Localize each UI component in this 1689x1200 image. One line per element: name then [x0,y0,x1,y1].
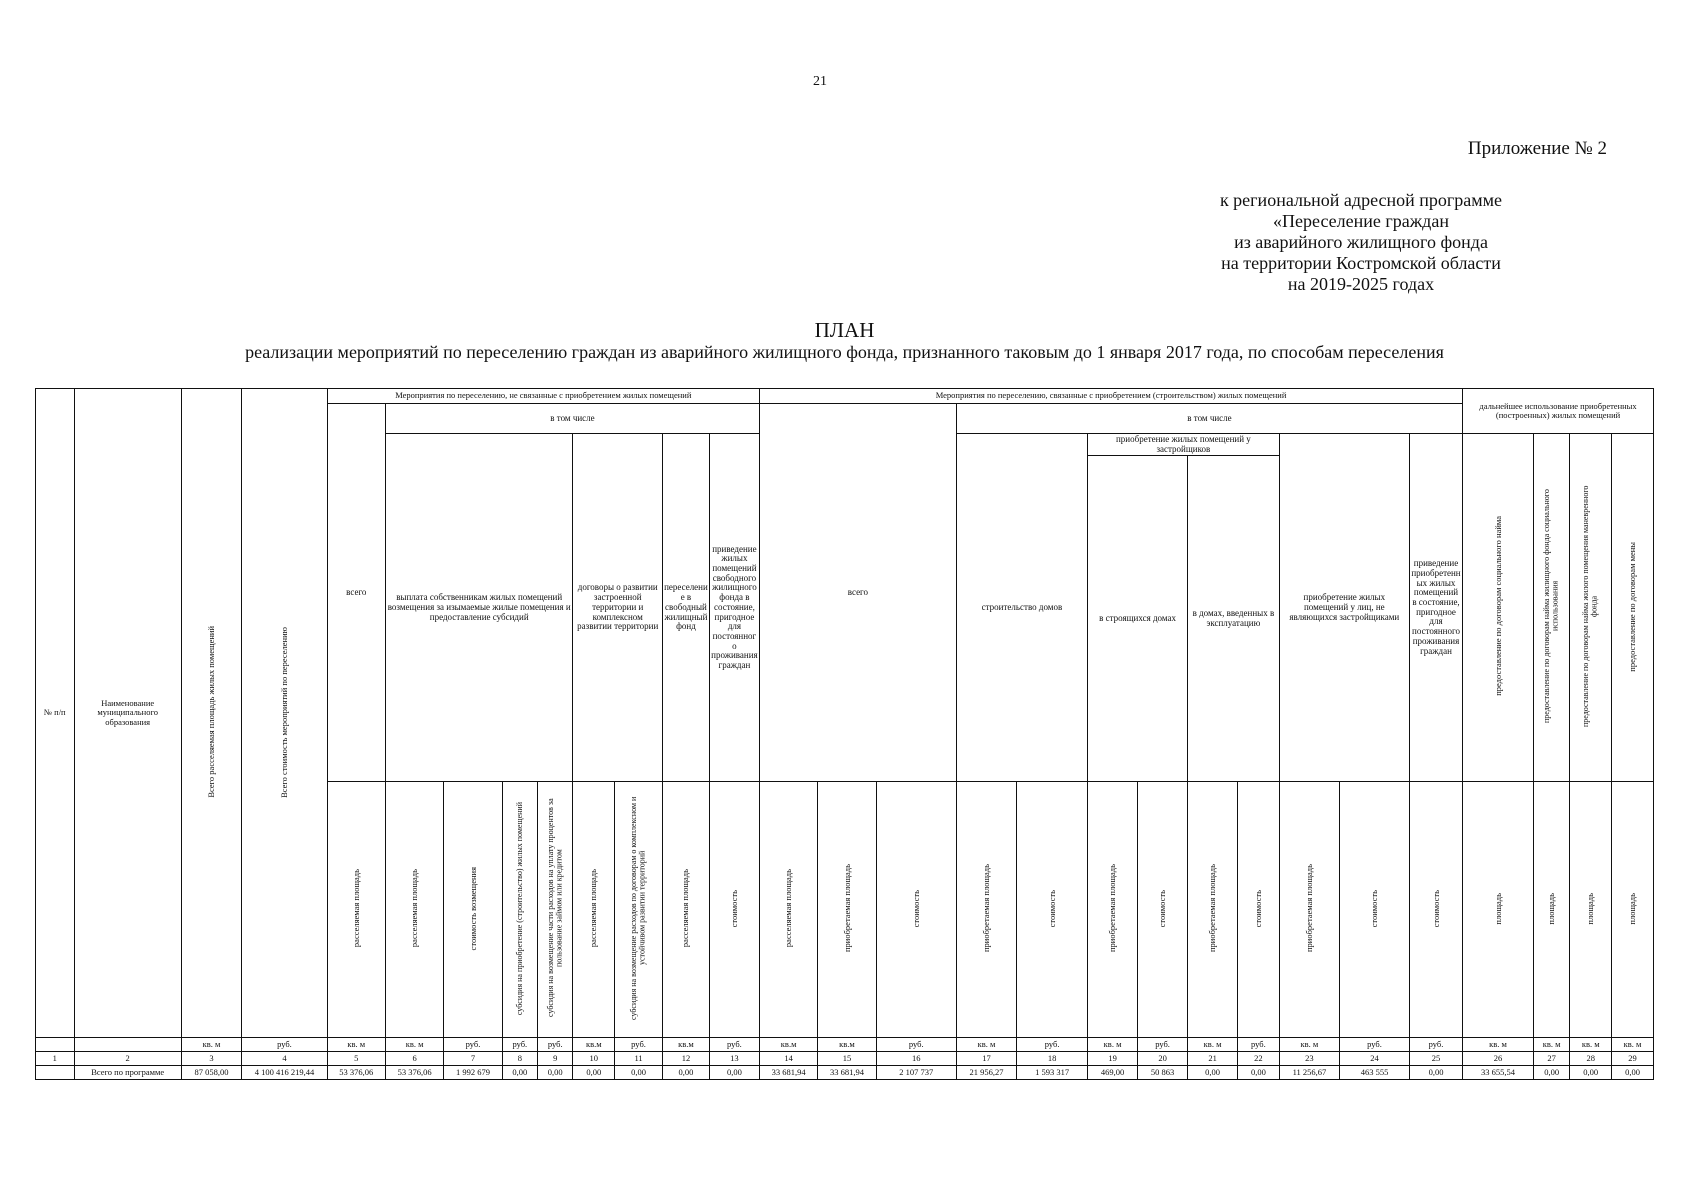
header-under-construction: в строящихся домах [1088,456,1188,782]
total-cell: 0,00 [538,1066,573,1080]
subheader-col-16 [876,782,956,1038]
column-number: 14 [759,1052,817,1066]
subheader-col-24-text: стоимость [1369,889,1380,928]
unit-cell: кв. м [1279,1038,1339,1052]
column-number: 26 [1463,1052,1534,1066]
plan-subtitle: реализации мероприятий по переселению граждан из аварийного жилищного фонда, признанного таковым до 1 января 2017 года, по способам переселения [245,342,1444,362]
column-number: 12 [663,1052,710,1066]
total-cell: 1 593 317 [1017,1066,1088,1080]
subheader-col-12 [663,782,710,1038]
subheader-col-22 [1238,782,1280,1038]
header-group-c: дальнейшее использование приобретенных (построенных) жилых помещений [1463,389,1654,434]
appendix-line: к региональной адресной программе [1219,190,1503,210]
subheader-col-26-text: площадь [1492,892,1503,925]
subheader-col-15-text: приобретаемая площадь [841,864,852,953]
subheader-col-5 [327,782,385,1038]
subheader-col-21-text: приобретаемая площадь [1207,864,1218,953]
header-social-hire-text: предоставление по договорам социального найма [1492,516,1503,697]
unit-cell [36,1038,75,1052]
total-cell: 1 992 679 [444,1066,502,1080]
column-number: 5 [327,1052,385,1066]
appendix-line: из аварийного жилищного фонда [1234,232,1488,252]
subheader-col-13 [709,782,759,1038]
column-number: 6 [385,1052,443,1066]
header-total-area [181,389,241,1038]
total-cell: 0,00 [1238,1066,1280,1080]
column-number: 19 [1088,1052,1138,1066]
subheader-col-21 [1188,782,1238,1038]
header-acq-developers: приобретение жилых помещений у застройщиков [1088,434,1280,456]
column-number: 21 [1188,1052,1238,1066]
header-name: Наименование муниципального образования [74,389,181,1038]
appendix-line: на 2019-2025 годах [1287,274,1435,294]
header-b-including: в том числе [956,404,1462,434]
page-number: 21 [813,74,827,89]
unit-cell: руб. [538,1038,573,1052]
subheader-col-18-text: стоимость [1046,889,1057,928]
total-cell: 33 681,94 [759,1066,817,1080]
unit-cell: кв. м [1533,1038,1569,1052]
header-num: № п/п [36,389,75,1038]
header-b-total: всего [759,404,956,782]
total-cell: 33 681,94 [818,1066,876,1080]
column-number: 2 [74,1052,181,1066]
unit-cell: руб. [1138,1038,1188,1052]
unit-cell: кв.м [759,1038,817,1052]
header-free-fund: переселение в свободный жилищный фонд [663,434,710,782]
column-number: 16 [876,1052,956,1066]
subheader-col-27-text: площадь [1546,892,1557,925]
subheader-col-12-text: расселяемая площадь [680,869,691,948]
header-total-cost [242,389,327,1038]
header-exchange [1612,434,1654,782]
unit-cell: кв. м [1088,1038,1138,1052]
column-number: 11 [615,1052,663,1066]
total-row [36,1066,1654,1080]
unit-cell: руб. [502,1038,537,1052]
subheader-col-14-text: расселяемая площадь [783,869,794,948]
unit-cell: руб. [1409,1038,1462,1052]
subheader-col-22-text: стоимость [1252,889,1263,928]
total-cell: 469,00 [1088,1066,1138,1080]
total-cell: 0,00 [615,1066,663,1080]
unit-cell: кв. м [385,1038,443,1052]
column-number: 3 [181,1052,241,1066]
header-commercial-text: предоставление по договорам найма жилого помещения маневренного фонда [1581,485,1599,728]
subheader-col-8 [502,782,537,1038]
total-cell: 11 256,67 [1279,1066,1339,1080]
unit-cell: руб. [615,1038,663,1052]
subheader-col-6-text: расселяемая площадь [409,869,420,948]
column-number: 13 [709,1052,759,1066]
unit-cell: руб. [242,1038,327,1052]
column-number: 25 [1409,1052,1462,1066]
unit-cell: кв. м [956,1038,1016,1052]
header-total-area-text: Всего расселяемая площадь жилых помещений [206,626,217,798]
total-cell: 2 107 737 [876,1066,956,1080]
column-number: 8 [502,1052,537,1066]
subheader-col-20 [1138,782,1188,1038]
unit-cell: кв. м [1612,1038,1654,1052]
column-number: 15 [818,1052,876,1066]
unit-cell: кв. м [181,1038,241,1052]
subheader-col-11 [615,782,663,1038]
column-number: 24 [1340,1052,1410,1066]
total-cell: 0,00 [1188,1066,1238,1080]
subheader-col-28-text: площадь [1585,892,1596,925]
header-bring-acq: приведение приобретенных жилых помещений в состояние, пригодное для постоянного проживания граждан [1409,434,1462,782]
header-group-a: Мероприятия по переселению, не связанные с приобретением жилых помещений [327,389,759,404]
total-label: Всего по программе [74,1066,181,1080]
subheader-col-20-text: стоимость [1157,889,1168,928]
unit-cell: кв.м [663,1038,710,1052]
unit-cell: кв.м [573,1038,615,1052]
subheader-col-5-text: расселяемая площадь [350,869,361,948]
column-number: 1 [36,1052,75,1066]
subheader-col-7 [444,782,502,1038]
total-cell: 0,00 [709,1066,759,1080]
unit-cell: кв. м [1570,1038,1612,1052]
subheader-col-24 [1340,782,1410,1038]
subheader-col-17-text: приобретаемая площадь [981,864,992,953]
header-a-total: всего [327,404,385,782]
total-cell: 53 376,06 [327,1066,385,1080]
subheader-col-28 [1570,782,1612,1038]
subheader-col-10-text: расселяемая площадь [588,869,599,948]
subheader-col-29-text: площадь [1627,892,1638,925]
subheader-col-9-text: субсидия на возмещение части расходов на уплату процентов за пользование займом или кредитом [545,799,564,1018]
total-cell: 87 058,00 [181,1066,241,1080]
header-specialized [1533,434,1569,782]
header-payout: выплата собственникам жилых помещений возмещения за изымаемые жилые помещения и предоставление субсидий [385,434,572,782]
header-specialized-text: предоставление по договорам найма жилищного фонда социального использования [1542,489,1560,724]
unit-cell: руб. [1017,1038,1088,1052]
column-number: 7 [444,1052,502,1066]
header-in-operation: в домах, введенных в эксплуатацию [1188,456,1280,782]
unit-cell [74,1038,181,1052]
appendix-line: «Переселение граждан [1273,211,1449,231]
appendix-subtitle [1151,190,1571,295]
appendix-line: на территории Костромской области [1221,253,1501,273]
header-total-cost-text: Всего стоимость мероприятий по переселению [278,626,289,798]
subheader-col-9 [538,782,573,1038]
total-cell: 0,00 [1570,1066,1612,1080]
subheader-col-23 [1279,782,1339,1038]
column-number: 17 [956,1052,1016,1066]
unit-cell: руб. [709,1038,759,1052]
subheader-col-27 [1533,782,1569,1038]
total-cell: 53 376,06 [385,1066,443,1080]
header-dev-contracts: договоры о развитии застроенной территории и комплексном развитии территории [573,434,663,782]
subheader-col-11-text: субсидия на возмещение расходов по договорам о комплексном и устойчивом развитии территорий [629,796,647,1021]
subheader-col-16-text: стоимость [910,889,921,928]
subheader-col-13-text: стоимость [728,889,739,928]
header-a-including: в том числе [385,404,759,434]
total-cell: 50 863 [1138,1066,1188,1080]
subheader-col-23-text: приобретаемая площадь [1303,864,1314,953]
total-cell: 463 555 [1340,1066,1410,1080]
total-cell: 0,00 [1533,1066,1569,1080]
header-acq-non-dev: приобретение жилых помещений у лиц, не являющихся застройщиками [1279,434,1409,782]
subheader-col-25-text: стоимость [1430,889,1441,928]
total-cell: 4 100 416 219,44 [242,1066,327,1080]
subheader-col-8-text: субсидия на приобретение (строительство) жилых помещений [514,801,524,1015]
header-bring-free: приведение жилых помещений свободного жилищного фонда в состояние, пригодное для постоянного проживания граждан [709,434,759,782]
plan-title: ПЛАН [814,318,875,342]
header-commercial [1570,434,1612,782]
subheader-col-6 [385,782,443,1038]
column-number: 27 [1533,1052,1569,1066]
unit-cell: кв. м [1188,1038,1238,1052]
subheader-col-19 [1088,782,1138,1038]
column-number: 28 [1570,1052,1612,1066]
unit-cell: кв. м [327,1038,385,1052]
header-exchange-text: предоставление по договорам мены [1627,541,1638,672]
total-cell: 0,00 [573,1066,615,1080]
column-number: 4 [242,1052,327,1066]
unit-cell: руб. [1238,1038,1280,1052]
subheader-col-18 [1017,782,1088,1038]
appendix-title: Приложение № 2 [1467,138,1607,159]
subheader-col-26 [1463,782,1534,1038]
subheader-col-17 [956,782,1016,1038]
header-social-hire [1463,434,1534,782]
unit-cell: кв.м [818,1038,876,1052]
subheader-col-25 [1409,782,1462,1038]
subheader-col-14 [759,782,817,1038]
total-cell: 0,00 [1409,1066,1462,1080]
column-numbers-row [36,1052,1654,1066]
unit-cell: руб. [1340,1038,1410,1052]
column-number: 23 [1279,1052,1339,1066]
resettlement-plan-table [35,388,1654,1080]
units-row [36,1038,1654,1052]
column-number: 18 [1017,1052,1088,1066]
header-construction: строительство домов [956,434,1087,782]
header-group-b: Мероприятия по переселению, связанные с приобретением (строительством) жилых помещений [759,389,1462,404]
total-cell: 0,00 [663,1066,710,1080]
unit-cell: руб. [876,1038,956,1052]
subheader-col-29 [1612,782,1654,1038]
column-number: 20 [1138,1052,1188,1066]
subheader-col-15 [818,782,876,1038]
total-cell: 0,00 [1612,1066,1654,1080]
total-cell: 0,00 [502,1066,537,1080]
unit-cell: руб. [444,1038,502,1052]
column-number: 22 [1238,1052,1280,1066]
subheader-col-19-text: приобретаемая площадь [1107,864,1118,953]
total-cell: 21 956,27 [956,1066,1016,1080]
total-cell: 33 655,54 [1463,1066,1534,1080]
subheader-col-7-text: стоимость возмещения [467,866,478,951]
column-number: 29 [1612,1052,1654,1066]
unit-cell: кв. м [1463,1038,1534,1052]
column-number: 9 [538,1052,573,1066]
column-number: 10 [573,1052,615,1066]
total-cell [36,1066,75,1080]
subheader-col-10 [573,782,615,1038]
